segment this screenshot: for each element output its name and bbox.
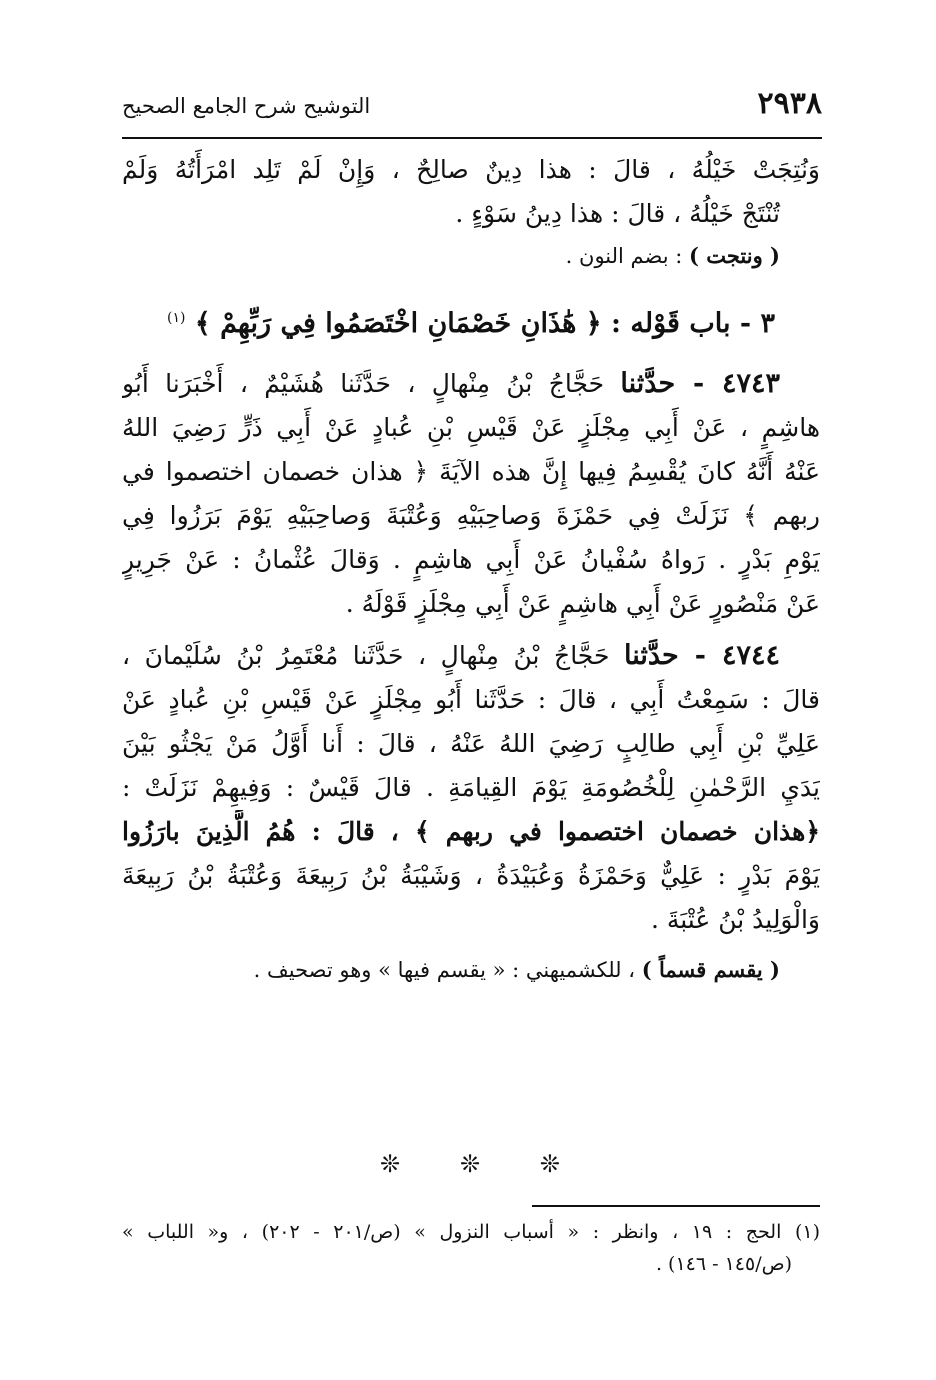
hadith-line: عَلِيِّ بْنِ أَبِي طالِبٍ رَضِيَ اللهُ عَنْهُ ، قالَ : أَنا أَوَّلُ مَنْ يَجْثُو بَيْنَ <box>122 729 820 758</box>
gloss-note <box>122 236 820 276</box>
chapter-heading <box>122 290 820 352</box>
footnotes <box>122 1216 820 1280</box>
section-separator <box>380 1150 560 1178</box>
hadith-text: حَجَّاجُ بْنُ مِنْهالٍ ، حَدَّثَنا مُعْتَمِرُ بْنُ سُلَيْمانَ ، <box>122 641 624 670</box>
hadith-line: وَالْوَلِيدُ بْنُ عُتْبَةَ . <box>650 905 820 934</box>
hadith-line: هاشِمٍ ، عَنْ أَبِي مِجْلَزٍ عَنْ قَيْسِ بْنِ عُبادٍ عَنْ أَبِي ذَرٍّ رَضِيَ اللهُ <box>122 413 820 442</box>
hadith-line: يَوْمِ بَدْرٍ . رَواهُ سُفْيانُ عَنْ أَبِي هاشِمٍ . وَقالَ عُثْمانُ : عَنْ جَرِيرٍ <box>122 545 820 574</box>
separator-star-icon: ❊ <box>539 1150 560 1178</box>
footnote-marker: (١) <box>166 310 186 326</box>
gloss-text: : بضم النون . <box>565 244 689 268</box>
hadith-line <box>122 362 820 406</box>
page-number: ٢٩٣٨ <box>757 86 822 121</box>
footnote-line: (١) الحج : ١٩ ، وانظر : « أسباب النزول » (ص/٢٠١ - ٢٠٢) ، و« اللباب » <box>122 1221 820 1243</box>
gloss-note <box>122 950 820 990</box>
hadith-line: ربهم ﴾ نَزَلَتْ فِي حَمْزَةَ وَصاحِبَيْهِ وَعُتْبَةَ وَصاحِبَيْهِ يَوْمَ بَرَزُوا فِي <box>122 501 820 530</box>
hadith-line <box>122 634 820 678</box>
footnote-rule <box>532 1205 820 1207</box>
footnote-line: (ص/١٤٥ - ١٤٦) . <box>655 1253 792 1275</box>
hadith-number: ٤٧٤٣ - حدَّثنا <box>620 368 780 399</box>
running-title: التوشيح شرح الجامع الصحيح <box>122 94 371 118</box>
chapter-heading-text: ٣ - باب قَوْله : ﴿ هَٰذَانِ خَصْمَانِ اخْتَصَمُوا فِي رَبِّهِمْ ﴾ <box>194 308 776 339</box>
hadith-line: قالَ : سَمِعْتُ أَبِي ، قالَ : حَدَّثَنا أَبُو مِجْلَزٍ عَنْ قَيْسِ بْنِ عُبادٍ عَنْ <box>122 685 820 714</box>
header-rule <box>122 137 822 139</box>
hadith-line: يَدَيِ الرَّحْمٰنِ لِلْخُصُومَةِ يَوْمَ القِيامَةِ . قالَ قَيْسٌ : وَفِيهِمْ نَزَلَتْ : <box>122 773 820 802</box>
text-line: وَنُتِجَتْ خَيْلُهُ ، قالَ : هذا دِينٌ صالِحٌ ، وَإِنْ لَمْ تَلِد امْرَأَتُهُ وَلَمْ <box>122 155 820 184</box>
gloss-text: ، للكشميهني : « يقسم فيها » وهو تصحيف . <box>253 958 642 982</box>
gloss-keyword: ( ونتجت ) <box>689 243 780 268</box>
separator-star-icon: ❊ <box>380 1150 401 1178</box>
page-header <box>122 82 822 132</box>
gloss-keyword: ( يقسم قسماً ) <box>641 957 780 982</box>
hadith-number: ٤٧٤٤ - حدَّثنا <box>623 640 781 671</box>
separator-star-icon: ❊ <box>459 1150 481 1178</box>
hadith-line: يَوْمَ بَدْرٍ : عَلِيٌّ وَحَمْزَةُ وَعُبَيْدَةُ ، وَشَيْبَةُ بْنُ رَبِيعَةَ وَعُتْبَةُ بْنُ رَبِيعَةَ <box>122 861 820 890</box>
hadith-text: حَجَّاجُ بْنُ مِنْهالٍ ، حَدَّثَنا هُشَيْمٌ ، أَخْبَرَنا أَبُو <box>122 369 621 398</box>
hadith-line: ﴿هذان خصمان اختصموا في ربهم ﴾ ، قالَ : هُمُ الَّذِينَ بارَزُوا <box>122 817 820 846</box>
page-body <box>122 148 820 990</box>
hadith-line: عَنْهُ أَنَّهُ كانَ يُقْسِمُ فِيها إِنَّ هذه الآيَةَ ﴿ هذان خصمان اختصموا في <box>122 457 820 486</box>
hadith-line: عَنْ مَنْصُورٍ عَنْ أَبِي هاشِمٍ عَنْ أَبِي مِجْلَزٍ قَوْلَهُ . <box>345 589 820 618</box>
text-line: تُنْتَجْ خَيْلُهُ ، قالَ : هذا دِينُ سَوْءٍ . <box>455 199 780 228</box>
